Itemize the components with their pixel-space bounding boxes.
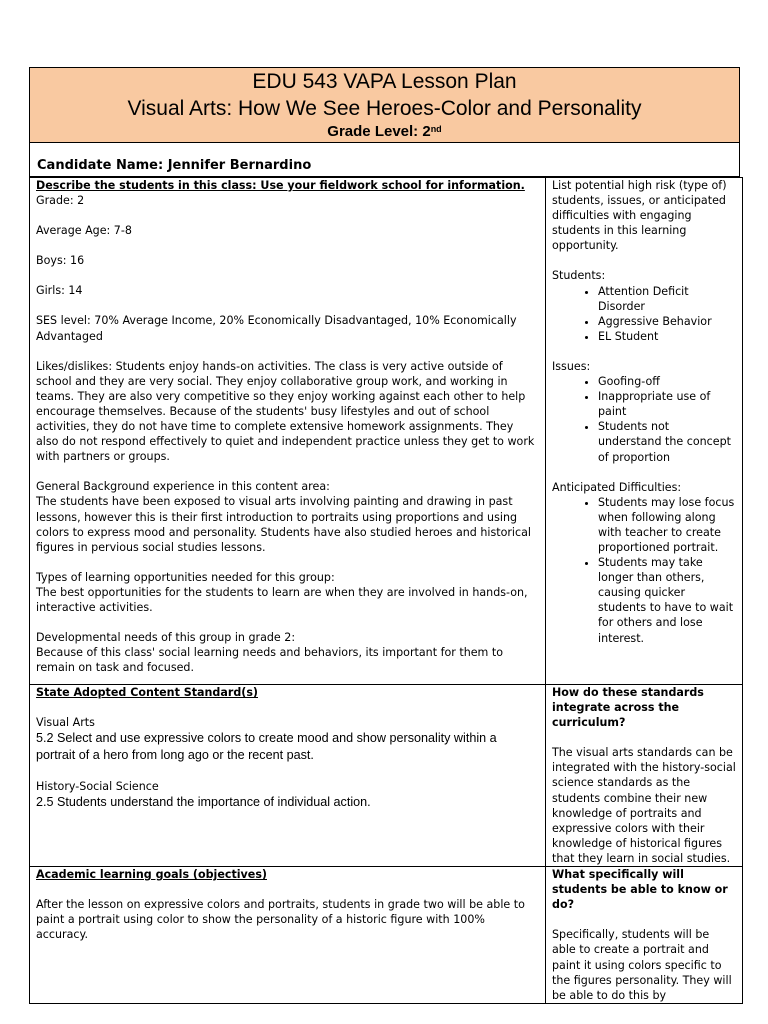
goals-row [30,867,743,1004]
likes-dislikes-text: Likes/dislikes: Students enjoy hands-on activities. The class is very active outside of school and they are very social. They enjoy collaborative group work, and working in teams. They are also very competitive so they enjoy working against each other to help encourage themselves. Because of the students' busy lifestyles and out of school activities, they do not have time to complete extensive homework assignments. They also do not respond effectively to quiet and independent practice unless they get to work with partners or groups. [36,359,535,464]
list-item: • Attention Deficit Disorder [598,284,736,314]
opportunities-label: Types of learning opportunities needed for this group: [36,570,335,584]
visual-arts-label: Visual Arts [36,716,95,730]
risk-cell [546,178,743,685]
students-label: Students: [552,269,606,283]
list-item: • Goofing-off [598,374,736,389]
issues-label: Issues: [552,359,591,373]
grade-text: Grade: 2 [36,194,85,208]
goals-cell [30,867,546,1004]
integration-cell [546,685,743,867]
list-item: • Students may lose focus when following along with teacher to create proportioned portrait. [598,495,736,555]
history-label: History-Social Science [36,780,159,794]
issues-list [552,374,736,465]
integrate-text: The visual arts standards can be integrated with the history-social science standards as the students combine their new knowledge of portraits and expressive colors with their knowledge of historical figures that they learn in social studies. [552,746,736,865]
background-text: The students have been exposed to visual arts involving painting and drawing in past lessons, however this is their first introduction to portraits using proportions and using colors to express mood and personality. Students have also studied heroes and historical figures in pervious social studies lessons. [36,495,531,554]
background-label: General Background experience in this content area: [36,480,330,494]
document-title: EDU 543 VAPA Lesson Plan [252,70,517,93]
developmental-label: Developmental needs of this group in grade 2: [36,631,296,645]
know-heading: What specifically will students be able to know or do? [552,868,728,912]
class-description-cell [30,178,546,685]
list-item: • EL Student [598,329,736,344]
list-item: • Students may take longer than others, causing quicker students to have to wait for others and lose interest. [598,555,736,646]
history-standard: 2.5 Students understand the importance of individual action. [36,795,371,810]
risk-intro: List potential high risk (type of) students, issues, or anticipated difficulties with engaging students in this learning opportunity. [552,179,727,253]
girls-text: Girls: 14 [36,284,83,298]
average-age-text: Average Age: 7-8 [36,224,132,238]
opportunities-text: The best opportunities for the students to learn are when they are involved in hands-on, interactive activities. [36,585,528,614]
lesson-plan-page [29,67,740,1004]
standards-row [30,685,743,867]
list-item: • Aggressive Behavior [598,314,736,329]
ses-level-text: SES level: 70% Average Income, 20% Economically Disadvantaged, 10% Economically Advantaged [36,314,517,343]
standards-heading: State Adopted Content Standard(s) [36,686,258,699]
know-text: Specifically, students will be able to create a portrait and paint it using colors specific to the figures personality. They will be able to do this by [552,928,732,1002]
candidate-row [29,143,740,177]
lesson-plan-table [29,177,743,1004]
developmental-text: Because of this class' social learning needs and behaviors, its important for them to remain on task and focused. [36,646,504,675]
list-item: • Inappropriate use of paint [598,389,736,419]
difficulties-label: Anticipated Difficulties: [552,480,682,494]
goals-heading: Academic learning goals (objectives) [36,868,267,882]
lesson-subtitle: Visual Arts: How We See Heroes-Color and Personality [127,97,642,120]
difficulties-list [552,495,736,646]
grade-level-label: Grade Level: 2 [327,123,431,140]
visual-arts-standard: 5.2 Select and use expressive colors to create mood and show personality within a portrait of a hero from long ago or the recent past. [36,731,497,763]
title-banner [29,67,740,143]
list-item: • Students not understand the concept of proportion [598,419,736,464]
goals-text: After the lesson on expressive colors and portraits, students in grade two will be able to paint a portrait using color to show the personality of a historic figure with 100% accuracy. [36,898,525,942]
boys-text: Boys: 16 [36,254,85,268]
class-description-row [30,178,743,685]
standards-cell [30,685,546,867]
grade-level-suffix: nd [430,124,442,134]
describe-heading: Describe the students in this class: Use your fieldwork school for information. [36,179,525,192]
candidate-name: Candidate Name: Jennifer Bernardino [37,158,312,173]
students-list [552,284,736,344]
know-do-cell [546,867,743,1004]
grade-level [30,122,739,141]
integrate-heading: How do these standards integrate across the curriculum? [552,686,704,730]
